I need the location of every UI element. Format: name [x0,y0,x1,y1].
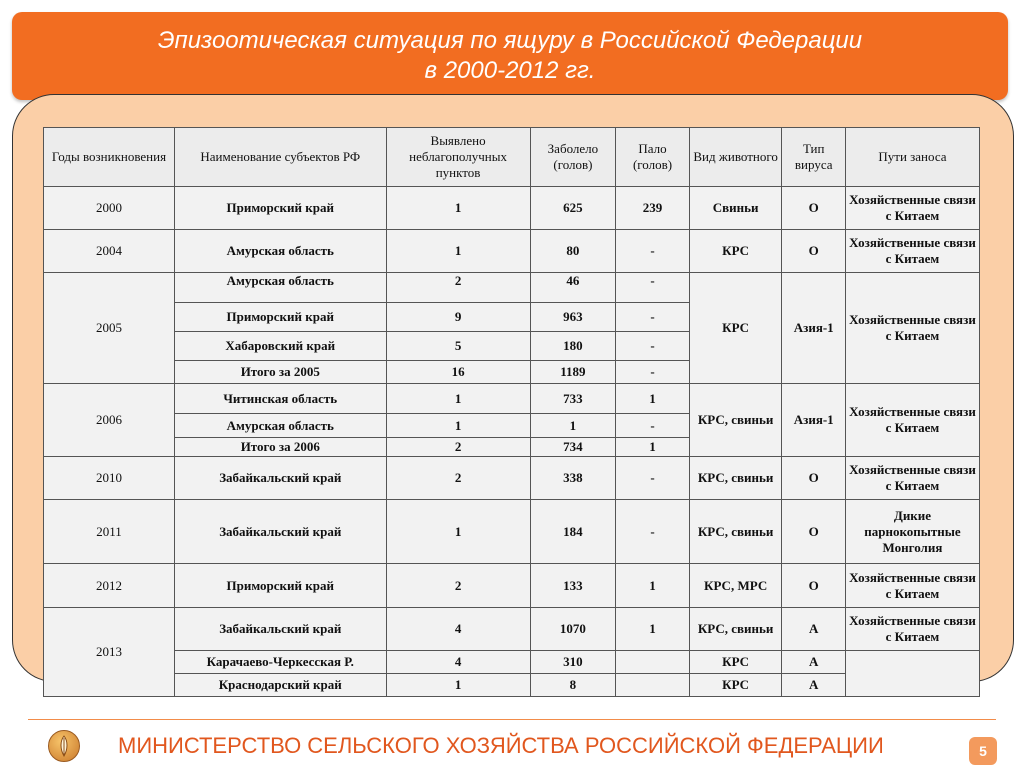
sick-cell: 1 [530,414,616,438]
detected-cell: 4 [386,608,530,651]
virus-cell: А [782,651,845,674]
dead-cell: - [616,303,690,332]
detected-cell: 1 [386,187,530,230]
year-cell: 2000 [44,187,175,230]
sick-cell: 734 [530,438,616,457]
table-row [44,230,980,273]
sick-cell: 733 [530,384,616,414]
subject-cell: Приморский край [174,564,386,608]
sick-cell: 184 [530,500,616,564]
page-number: 5 [969,737,997,765]
slide-title-line2: в 2000-2012 гг. [424,57,596,84]
sick-cell: 133 [530,564,616,608]
route-cell: Хозяйственные связи с Китаем [845,564,979,608]
header-years: Годы возникновения [44,128,175,187]
fmd-outbreak-table [43,127,980,697]
dead-cell: - [616,361,690,384]
year-cell: 2010 [44,457,175,500]
year-cell: 2005 [44,273,175,384]
sick-cell: 338 [530,457,616,500]
route-cell: Хозяйственные связи с Китаем [845,384,979,457]
detected-cell: 4 [386,651,530,674]
table-row [44,273,980,303]
subject-cell: Амурская область [174,414,386,438]
dead-cell: 1 [616,438,690,457]
virus-cell: Азия-1 [782,273,845,384]
header-virus: Тип вируса [782,128,845,187]
dead-cell: 1 [616,384,690,414]
slide-title [12,12,1008,100]
subject-cell: Забайкальский край [174,457,386,500]
ministry-name: МИНИСТЕРСТВО СЕЛЬСКОГО ХОЗЯЙСТВА РОССИЙСКОЙ ФЕДЕРАЦИИ [118,733,884,758]
animal-cell: Свиньи [689,187,782,230]
animal-cell: КРС, МРС [689,564,782,608]
sick-cell: 80 [530,230,616,273]
route-cell: Хозяйственные связи с Китаем [845,457,979,500]
detected-cell: 16 [386,361,530,384]
detected-cell: 1 [386,384,530,414]
route-cell: Хозяйственные связи с Китаем [845,608,979,651]
dead-cell: - [616,457,690,500]
virus-cell: О [782,187,845,230]
header-subject: Наименование субъектов РФ [174,128,386,187]
animal-cell: КРС, свиньи [689,500,782,564]
virus-cell: А [782,674,845,697]
virus-cell: О [782,500,845,564]
subject-cell: Хабаровский край [174,332,386,361]
animal-cell: КРС, свиньи [689,457,782,500]
subject-cell: Амурская область [174,273,386,303]
year-cell: 2006 [44,384,175,457]
table-row [44,651,980,674]
header-route: Пути заноса [845,128,979,187]
virus-cell: Азия-1 [782,384,845,457]
virus-cell: О [782,564,845,608]
subject-cell: Приморский край [174,187,386,230]
subject-cell: Карачаево-Черкесская Р. [174,651,386,674]
subject-cell: Приморский край [174,303,386,332]
header-detected: Выявлено неблагополучных пунктов [386,128,530,187]
year-cell: 2012 [44,564,175,608]
detected-cell: 1 [386,674,530,697]
route-cell: Хозяйственные связи с Китаем [845,273,979,384]
table-header-row [44,128,980,187]
virus-cell: А [782,608,845,651]
detected-cell: 1 [386,414,530,438]
detected-cell: 1 [386,500,530,564]
route-cell-empty [845,651,979,697]
detected-cell: 2 [386,564,530,608]
virus-cell: О [782,457,845,500]
ministry-emblem-icon [48,730,80,762]
subject-cell: Амурская область [174,230,386,273]
dead-cell [616,674,690,697]
dead-cell: - [616,332,690,361]
year-cell: 2013 [44,608,175,697]
route-cell: Дикие парнокопытные Монголия [845,500,979,564]
animal-cell: КРС [689,230,782,273]
slide-title-line1: Эпизоотическая ситуация по ящуру в Российской Федерации [157,27,863,54]
dead-cell: - [616,414,690,438]
header-sick: Заболело (голов) [530,128,616,187]
subject-cell: Краснодарский край [174,674,386,697]
subject-cell: Читинская область [174,384,386,414]
subtotal-label-cell: Итого за 2006 [174,438,386,457]
table-row [44,457,980,500]
sick-cell: 1189 [530,361,616,384]
dead-cell: 239 [616,187,690,230]
detected-cell: 2 [386,438,530,457]
table-row [44,564,980,608]
table-row [44,608,980,651]
sick-cell: 180 [530,332,616,361]
detected-cell: 5 [386,332,530,361]
dead-cell: 1 [616,564,690,608]
sick-cell: 8 [530,674,616,697]
year-cell: 2004 [44,230,175,273]
footer-divider [28,719,996,720]
table-row [44,500,980,564]
sick-cell: 46 [530,273,616,303]
subject-cell: Забайкальский край [174,608,386,651]
table-row [44,384,980,414]
animal-cell: КРС [689,651,782,674]
table-row [44,187,980,230]
dead-cell: - [616,230,690,273]
animal-cell: КРС [689,273,782,384]
sick-cell: 625 [530,187,616,230]
detected-cell: 2 [386,457,530,500]
animal-cell: КРС [689,674,782,697]
detected-cell: 9 [386,303,530,332]
route-cell: Хозяйственные связи с Китаем [845,230,979,273]
virus-cell: О [782,230,845,273]
dead-cell: - [616,273,690,303]
dead-cell: 1 [616,608,690,651]
detected-cell: 1 [386,230,530,273]
subtotal-label-cell: Итого за 2005 [174,361,386,384]
dead-cell [616,651,690,674]
sick-cell: 310 [530,651,616,674]
header-animal: Вид животного [689,128,782,187]
sick-cell: 1070 [530,608,616,651]
animal-cell: КРС, свиньи [689,608,782,651]
subject-cell: Забайкальский край [174,500,386,564]
animal-cell: КРС, свиньи [689,384,782,457]
header-dead: Пало (голов) [616,128,690,187]
detected-cell: 2 [386,273,530,303]
year-cell: 2011 [44,500,175,564]
route-cell: Хозяйственные связи с Китаем [845,187,979,230]
sick-cell: 963 [530,303,616,332]
table-row [44,674,980,697]
dead-cell: - [616,500,690,564]
